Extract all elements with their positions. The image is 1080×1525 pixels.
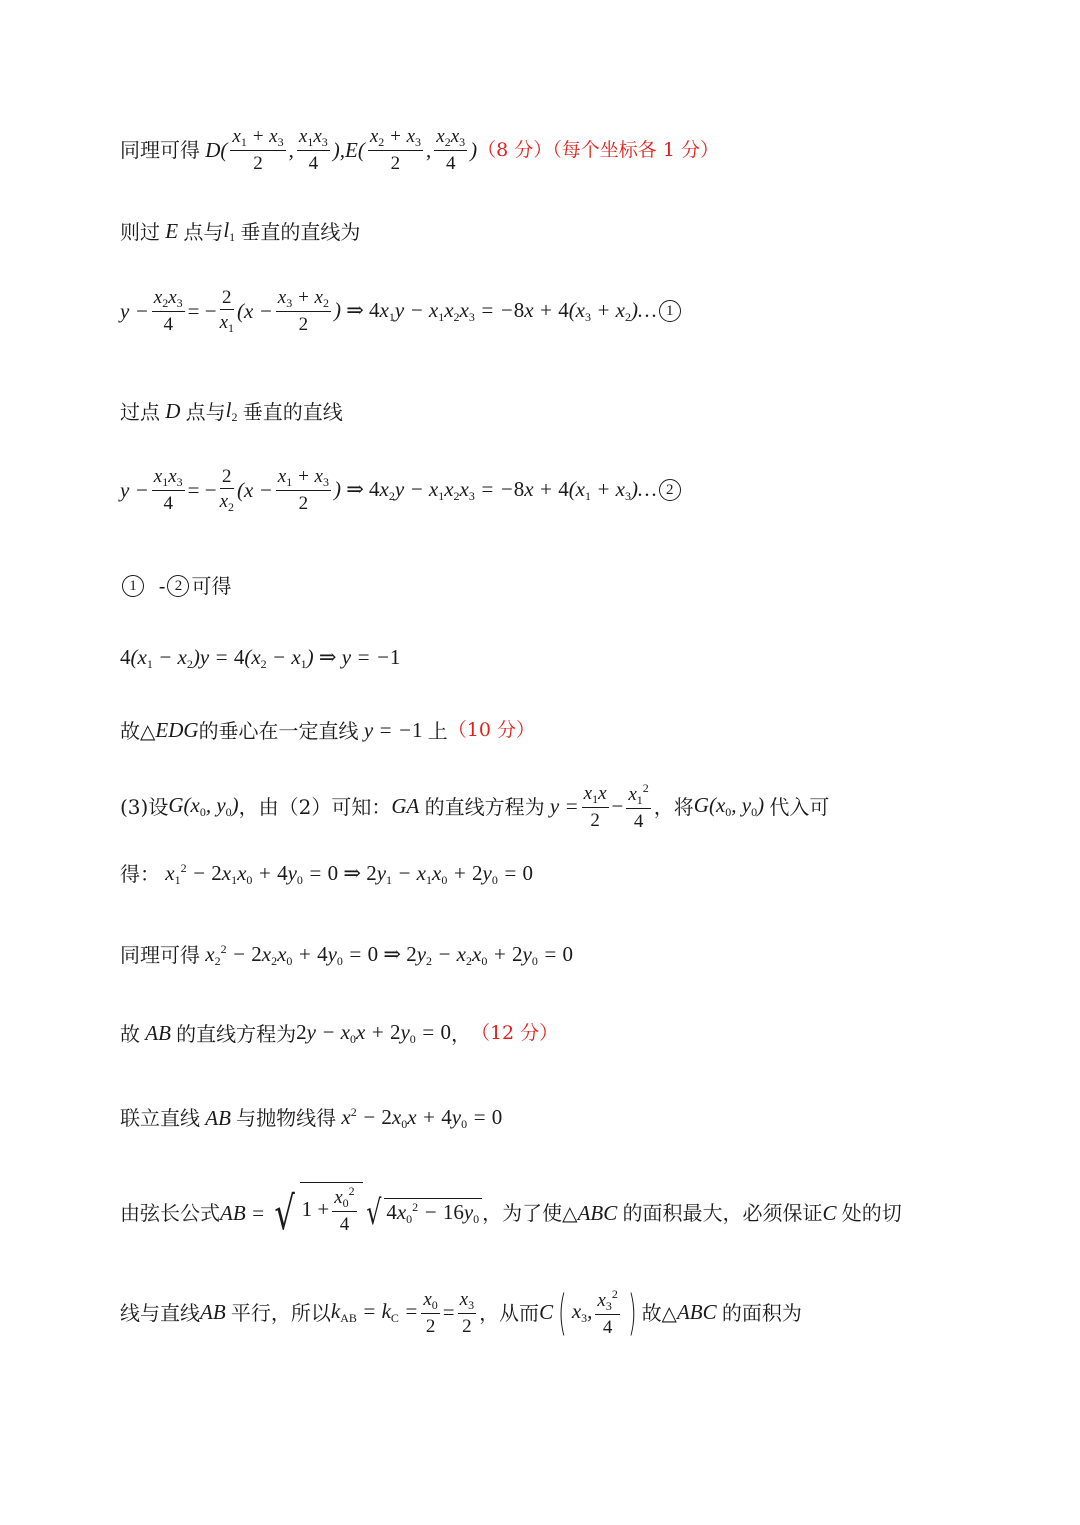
fraction: $\frac{x_1 + x_3}{2}$ xyxy=(232,126,284,174)
text: 的面积最大，必须保证 xyxy=(622,1201,823,1225)
text: 可得 xyxy=(191,574,232,598)
text: 处的切 xyxy=(841,1201,902,1225)
text: 平行，所以 xyxy=(230,1300,331,1325)
fraction: $\frac{x_2 + x_3}{2}$ xyxy=(369,126,422,174)
score-note: （8 分）（每个坐标各 1 分） xyxy=(477,138,719,161)
text: 联立直线 xyxy=(120,1106,200,1130)
line-6 xyxy=(120,575,231,597)
fraction: $\frac{x_1x_3}{4}$ xyxy=(153,466,183,514)
line-4: 过点 D 点与 $l_2$ 垂直的直线 xyxy=(120,398,343,424)
text: 则过 xyxy=(120,219,160,244)
line-8: 故△ EDG 的垂心在一定直线 y = −1 上 （10 分） xyxy=(120,718,535,743)
line-13: 联立直线 AB 与抛物线得 $x^2 - 2x_0x + 4y_0 = 0$ xyxy=(120,1105,503,1131)
text: 的垂心在一定直线 xyxy=(198,718,359,743)
fraction: $\frac{2}{x_2}$ xyxy=(219,466,234,514)
fraction: $\frac{x_1x}{2}$ xyxy=(583,782,607,831)
math-D: D( xyxy=(200,137,228,162)
fraction: $\frac{x_1 + x_3}{2}$ xyxy=(277,466,329,514)
text: ， xyxy=(450,1021,471,1046)
line-1: 同理可得 D( $\frac{x_1 + x_3}{2}$ , $\frac{x_1x_3}{4}$ ),E( $\frac{x_2 + x_3}{2}$ , $\frac{x_2x_3}{4}$ ) （8 分）（每个坐标各 1 分） xyxy=(120,126,719,174)
text: 点与 xyxy=(183,219,224,244)
fraction: $\frac{x_1^2}{4}$ xyxy=(628,781,649,832)
text: ，将 xyxy=(653,794,694,819)
text: 同理可得 xyxy=(120,138,200,162)
text: 过点 xyxy=(120,399,160,424)
text: 上 xyxy=(427,718,448,743)
line-15: 线与直线 AB 平行，所以 $k_{AB} = k_C$ = $\frac{x_0}{2}$ = $\frac{x_3}{2}$ ，从而 C ( $x_3$, $\frac{x_3^2}{4}$ ) 故△ ABC 的面积为 xyxy=(120,1284,802,1341)
line-7-equation: $4(x_1 - x_2)y = 4(x_2 - x_1)$ ⇒ y = −1 xyxy=(120,645,401,671)
text: 的面积为 xyxy=(721,1300,802,1325)
fraction: $\frac{x_2x_3}{4}$ xyxy=(153,287,183,335)
fraction: $\frac{x_3 + x_2}{2}$ xyxy=(277,287,329,335)
fraction: $\frac{x_3}{2}$ xyxy=(459,1288,475,1337)
fraction: $\frac{x_0}{2}$ xyxy=(423,1288,438,1337)
line-5-equation-2: y − $\frac{x_1x_3}{4}$ = − $\frac{2}{x_2}$ (x − $\frac{x_1 + x_3}{2}$ ) ⇒ $4x_2y - x_1x_2x_3 = -8x + 4(x_1$ + $x_3)\dots$ 2 xyxy=(120,467,683,513)
text: 垂直的直线 xyxy=(242,399,343,424)
fraction: $\frac{2}{x_1}$ xyxy=(219,287,234,335)
sqrt: √ 1 + $\frac{x_0^2}{4}$ xyxy=(270,1190,362,1236)
text: 代入可 xyxy=(769,794,830,819)
text: - xyxy=(158,574,166,598)
text: ，为了使△ xyxy=(482,1201,578,1225)
score-note: （12 分） xyxy=(470,1022,559,1044)
fraction: $\frac{x_3^2}{4}$ xyxy=(597,1287,618,1338)
line-14: 由弦长公式 AB = √ 1 + $\frac{x_0^2}{4}$ √ $4x_0^2 - 16y_0$ ，为了使△ ABC 的面积最大，必须保证 C 处的切 xyxy=(120,1184,902,1240)
text: 得： xyxy=(120,862,160,886)
text: (3)设 xyxy=(120,794,169,819)
fraction: $\frac{x_2x_3}{4}$ xyxy=(436,126,466,174)
circled-2: 2 xyxy=(659,479,681,501)
text: 线与直线 xyxy=(120,1300,200,1325)
line-10: 得： $x_1^2 - 2x_1x_0 + 4y_0 = 0$ ⇒ $2y_1 - x_1x_0 + 2y_0 = 0$ xyxy=(120,861,534,887)
text: 点与 xyxy=(185,399,226,424)
line-2: 则过 E 点与 $l_1$ 垂直的直线为 xyxy=(120,218,361,244)
circled-2: 2 xyxy=(167,575,189,597)
text: 的直线方程为 xyxy=(424,794,545,819)
text: 故 xyxy=(120,1021,140,1046)
text: 垂直的直线为 xyxy=(240,219,361,244)
score-note: （10 分） xyxy=(447,719,535,741)
sqrt: √ $4x_0^2 - 16y_0$ xyxy=(363,1196,483,1230)
text: 的直线方程为 xyxy=(176,1021,297,1046)
line-3-equation-1: y − $\frac{x_2x_3}{4}$ = − $\frac{2}{x_1}$ (x − $\frac{x_3 + x_2}{2}$ ) ⇒ $4x_1y - x_1x_2x_3 = -8x + 4(x_3$ + $x_2)\dots$ 1 xyxy=(120,288,683,334)
line-11: 同理可得 $x_2^2 - 2x_2x_0 + 4y_0 = 0$ ⇒ $2y_2 - x_2x_0 + 2y_0 = 0$ xyxy=(120,942,574,968)
text: 与抛物线得 xyxy=(236,1106,337,1130)
text: 由弦长公式 xyxy=(120,1201,220,1225)
line-12: 故 AB 的直线方程为 $2y - x_0x + 2y_0 = 0$ ， （12 分） xyxy=(120,1020,559,1046)
text: ，由（2）可知： xyxy=(238,794,392,819)
circled-1: 1 xyxy=(122,575,144,597)
text: 故△ xyxy=(641,1300,677,1325)
text: ，从而 xyxy=(479,1300,540,1325)
line-9: (3)设 $G(x_0$, $y_0$) ，由（2）可知： GA 的直线方程为 y = $\frac{x_1x}{2}$ − $\frac{x_1^2}{4}$ ，将 $G(x_0$, $y_0$) 代入可 xyxy=(120,781,830,832)
circled-1: 1 xyxy=(659,300,681,322)
text: 同理可得 xyxy=(120,943,200,967)
fraction: $\frac{x_1x_3}{4}$ xyxy=(298,126,328,174)
text: 故△ xyxy=(120,718,156,743)
